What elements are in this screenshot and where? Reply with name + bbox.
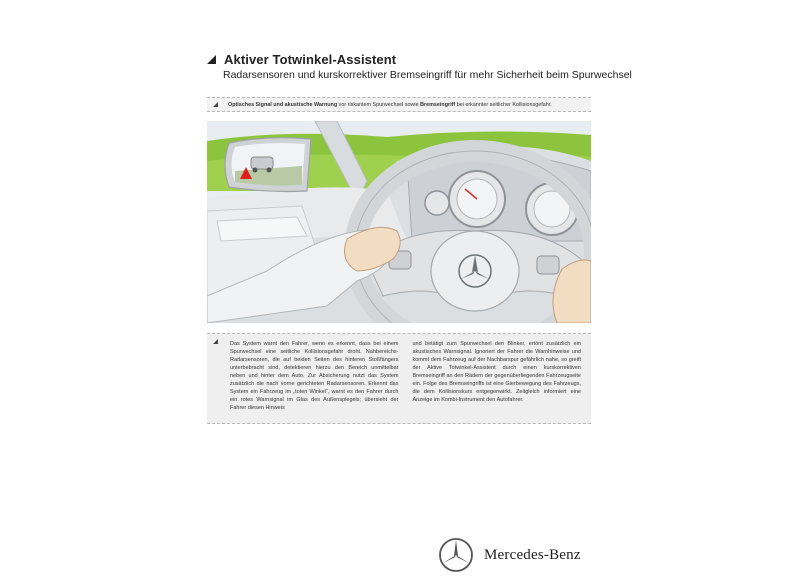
caption-bold-brake: Bremseingriff (420, 101, 456, 108)
brand-name: Mercedes-Benz (484, 546, 581, 563)
brand-footer (438, 537, 581, 573)
side-mirror (225, 138, 311, 192)
description-column-1: Das System warnt den Fahrer, wenn es erkennt, dass bei einem Spurwechsel eine seitliche Kollisionsgefahr droht. Nahbereichs-Radarsensoren, die auf beiden Seiten des hinteren Stoßfängers unterbebracht sind, detektieren hierzu den Bereich unmittelbar neben und hinter dem Auto. Zur Absicherung nutzt das System zusätzlich die nach vorne gerichteten Radarsensoren. Erkennt das System ein Fahrzeug im „toten Winkel“, warnt es den Fahrer durch ein rotes Warnsignal im Glas des Außenspiegels; übersieht der Fahrer diesen Hinweis (230, 341, 399, 411)
caption-bold-signal: Optisches Signal und akustische Warnung (228, 101, 338, 108)
page-title: Aktiver Totwinkel-Assistent (224, 52, 397, 67)
description-column-2: und betätigt zum Spurwechsel den Blinker, ertönt zusätzlich ein akustisches Warnsignal. Ignoriert der Fahrer die Warnhinweise und kommt dem Fahrzeug auf der Nachbarspur gefährlich nahe, so greift der Aktive Totwinkel-Assistent durch einen kurskorrektiven Bremseingriff an den Rädern der gegenüberliegenden Fahrzeugseite ein. Folge des Bremseingriffs ist eine Gierbewegung des Fahrzeugs, die dem Kollisionskurs entgegenwirkt. Zeitgleich informiert eine Anzeige im Kombi-Instrument den Autofahrer. (412, 341, 581, 403)
three-pointed-star-icon (438, 537, 474, 573)
caption-text (228, 102, 552, 108)
triangle-bullet-icon (213, 102, 218, 107)
cockpit-illustration (207, 121, 591, 323)
caption-text-2: bei erkannter seitlicher Kollisionsgefahr. (455, 101, 552, 108)
caption-text-1: vor riskantem Spurwechsel sowie (337, 101, 421, 108)
triangle-bullet-icon (213, 339, 218, 344)
image-caption (207, 97, 591, 112)
page-subtitle: Radarsensoren und kurskorrektiver Bremseingriff für mehr Sicherheit beim Spurwechsel (223, 69, 632, 81)
header (207, 52, 632, 81)
title-row (207, 52, 592, 67)
description-columns (230, 340, 581, 412)
description-box (207, 333, 591, 424)
triangle-bullet-icon (207, 55, 216, 64)
